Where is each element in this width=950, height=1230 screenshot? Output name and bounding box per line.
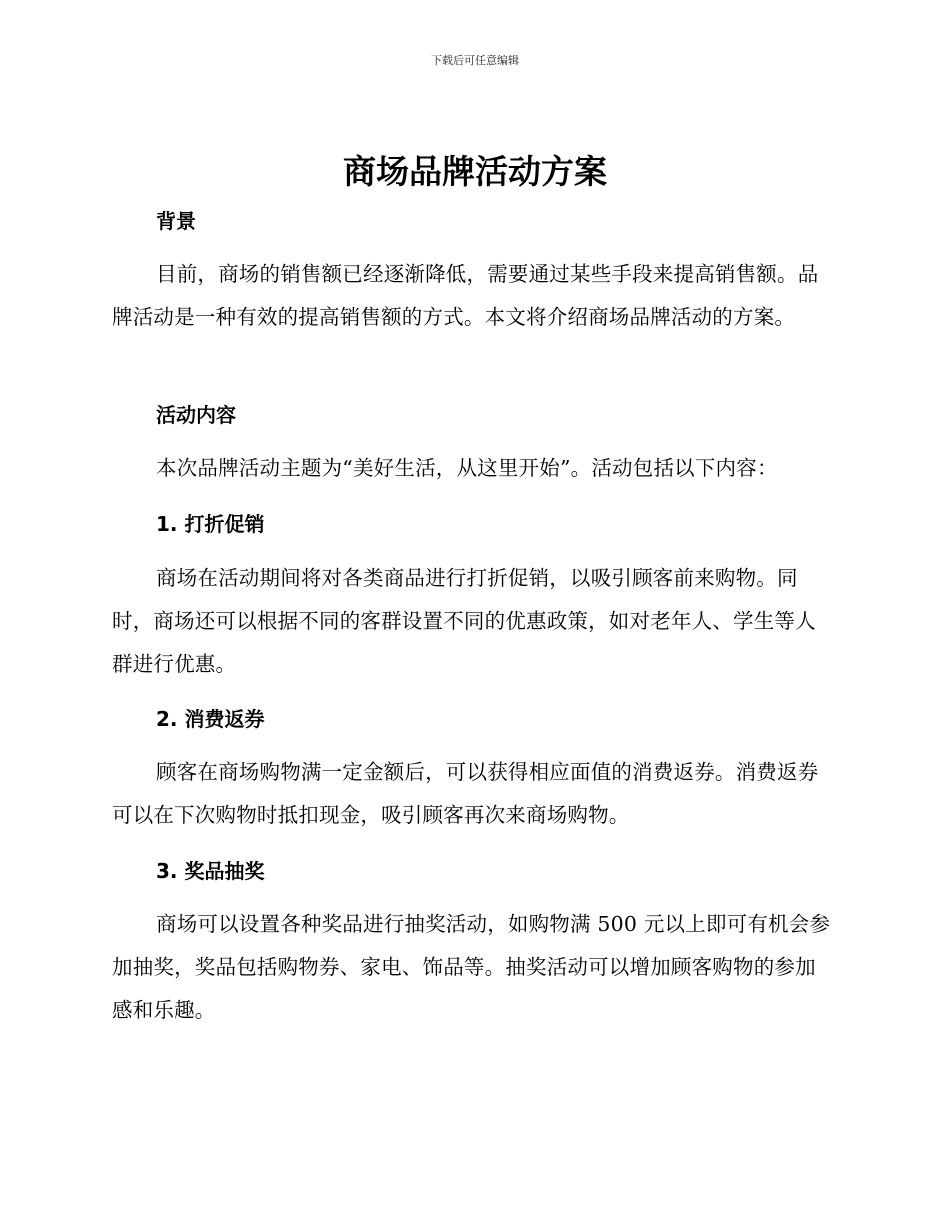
document-title: 商场品牌活动方案 <box>343 152 607 191</box>
section-heading-coupon: 2. 消费返券 <box>156 707 265 731</box>
section-heading-lottery: 3. 奖品抽奖 <box>156 859 265 883</box>
paragraph-coupon: 顾客在商场购物满一定金额后，可以获得相应面值的消费返券。消费返券可以在下次购物时抵扣现金，吸引顾客再次来商场购物。 <box>112 760 819 827</box>
paragraph-lottery: 商场可以设置各种奖品进行抽奖活动，如购物满 500 元以上即可有机会参加抽奖，奖品包括购物券、家电、饰品等。抽奖活动可以增加顾客购物的参加感和乐趣。 <box>112 912 831 1022</box>
section-heading-background: 背景 <box>156 209 196 233</box>
paragraph-content: 本次品牌活动主题为“美好生活，从这里开始”。活动包括以下内容： <box>156 456 778 480</box>
paragraph-background: 目前，商场的销售额已经逐渐降低，需要通过某些手段来提高销售额。品牌活动是一种有效的提高销售额的方式。本文将介绍商场品牌活动的方案。 <box>112 262 819 329</box>
header-note: 下载后可任意编辑 <box>431 54 519 67</box>
paragraph-discount: 商场在活动期间将对各类商品进行打折促销，以吸引顾客前来购物。同时，商场还可以根据不同的客群设置不同的优惠政策，如对老年人、学生等人群进行优惠。 <box>112 566 816 676</box>
section-heading-content: 活动内容 <box>156 403 236 427</box>
section-heading-discount: 1. 打折促销 <box>156 512 265 536</box>
